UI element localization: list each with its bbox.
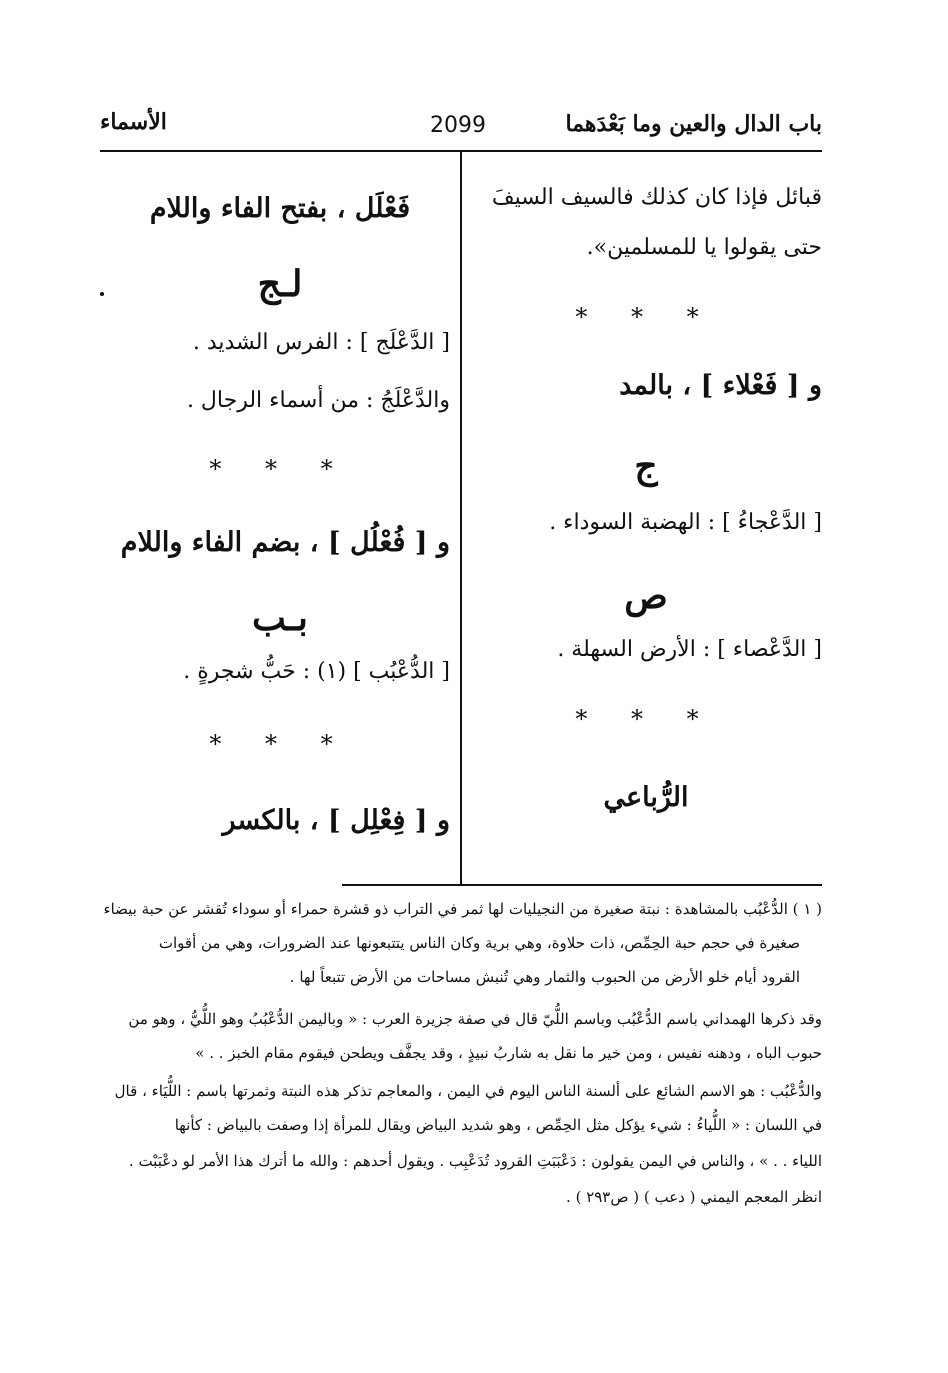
footnote-line: اللياء . . » ، والناس في اليمن يقولون : دَعْبَبَتِ القرود تُدَعْبِب . ويقول أحدهم : والله ما أترك هذا الأمر لو دعْبَبْت .: [128, 1152, 822, 1170]
section-separator: * * *: [575, 705, 717, 733]
dictionary-entry: [ الدَّعْجاءُ ] : الهضبة السوداء .: [549, 510, 822, 535]
footnote-line: ( ١ ) الدُّعْبُب بالمشاهدة : نبتة صغيرة من النجيليات لها ثمر في التراب ذو قشرة حمراء أو سوداء تُقشر عن حبة بيضاء: [103, 900, 822, 918]
section-heading: و [ فُعْلُل ] ، بضم الفاء واللام: [120, 527, 450, 558]
root-letters: لـج: [257, 263, 303, 305]
section-separator: * * *: [209, 455, 351, 483]
footnote-line: والدُّعْبُب : هو الاسم الشائع على ألسنة الناس اليوم في اليمن ، والمعاجم تذكر هذه النبتة وثمرتها باسم : اللُّيَاء ، قال: [114, 1082, 822, 1100]
text-line: قبائل فإذا كان كذلك فالسيف السيفَ: [491, 185, 822, 210]
text-line: حتى يقولوا يا للمسلمين».: [586, 235, 822, 260]
section-separator: * * *: [209, 730, 351, 758]
dictionary-entry: والدَّعْلَجُ : من أسماء الرجال .: [186, 388, 450, 413]
dictionary-entry: [ الدُّعْبُب ] (١) : حَبُّ شجرةٍ .: [183, 659, 450, 684]
footnote-line: صغيرة في حجم حبة الحِمِّص، ذات حلاوة، وهي برية وكان الناس يتتبعونها عند الضرورات، وهي من أقوات: [158, 934, 800, 952]
section-heading: فَعْلَل ، بفتح الفاء واللام: [149, 193, 411, 224]
section-title: الأسماء: [100, 109, 167, 135]
page-header: [100, 105, 822, 145]
footnote-line: وقد ذكرها الهمداني باسم الدُّعْبُب وباسم اللُّيّ قال في صفة جزيرة العرب : « وباليمن الدُّعْبُبُ وهو اللُّيُّ ، وهو من: [128, 1010, 822, 1028]
dictionary-entry: [ الدَّعْصاء ] : الأرض السهلة .: [557, 637, 822, 662]
footnote-rule: [342, 884, 822, 886]
footnote-line: في اللسان : « اللُّياءُ : شيء يؤكل مثل الحِمِّص ، وهو شديد البياض ويقال للمرأة إذا وصفت بالبياض : كأنها: [174, 1116, 822, 1134]
footnote-line: القرود أيام خلو الأرض من الحبوب والثمار وهي تُنبش مساحات من الأرض تتبعاً لها .: [289, 968, 800, 986]
column-divider: [460, 152, 462, 885]
dictionary-entry: [ الدَّعْلَج ] : الفرس الشديد .: [192, 330, 450, 355]
page-number: 2099: [430, 113, 486, 138]
root-letters: بـب: [252, 597, 308, 639]
footnote-line: انظر المعجم اليمني ( دعب ) ( ص٢٩٣ ) .: [566, 1188, 822, 1206]
footnote-line: حبوب الباه ، ودهنه نفيس ، ومن خير ما نقل به شاربُ نبيذٍ ، وقد يجفَّف ويطحن فيقوم مقام الخبز . . »: [195, 1044, 822, 1062]
root-letters: ج: [634, 445, 658, 487]
section-separator: * * *: [575, 303, 717, 331]
section-heading: و [ فَعْلاء ] ، بالمد: [619, 370, 822, 401]
section-heading: و [ فِعْلِل ] ، بالكسر: [222, 805, 450, 836]
stray-mark: [100, 292, 104, 296]
root-letters: ص: [624, 575, 668, 617]
chapter-title: باب الدال والعين وما بَعْدَهما: [565, 111, 822, 137]
section-heading: الرُّباعي: [603, 782, 689, 813]
